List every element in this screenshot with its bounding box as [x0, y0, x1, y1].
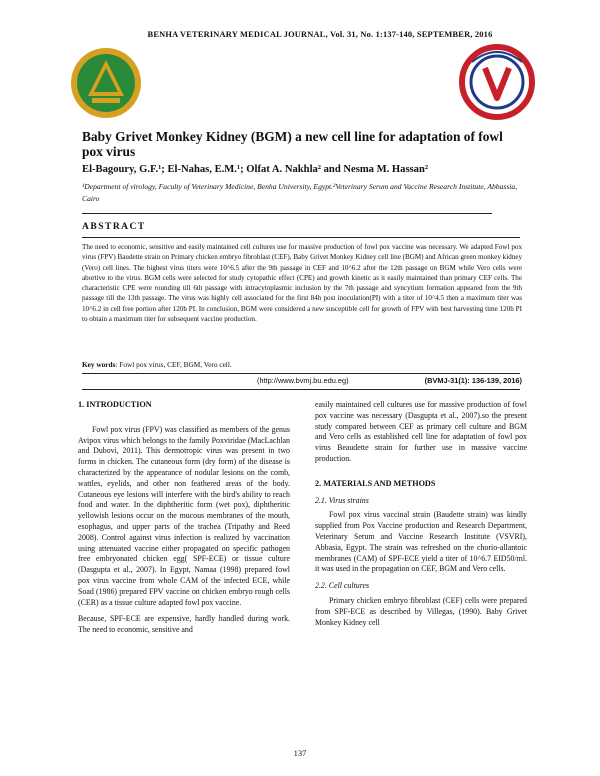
keywords-label: Key words [82, 360, 116, 369]
left-column [78, 400, 290, 642]
intro-paragraph-2: Because, SPF-ECE are expensive, hardly handled during work. The need to economic, sensitive and [78, 614, 290, 635]
faculty-vet-medicine-logo [458, 44, 536, 120]
benha-university-logo [68, 46, 144, 120]
journal-header: BENHA VETERINARY MEDICAL JOURNAL, Vol. 31, No. 1:137-140, SEPTEMBER, 2016 [147, 30, 493, 39]
virus-strains-paragraph: Fowl pox virus vaccinal strain (Baudette strain) was kindly supplied from Pox Vaccine production and Research Department, Veterinary Serum and Vaccine Research Institute (VSVRI), Abbasia, Egypt. The strain was refreshed on the chorio-allantoic membranes (CAM) of SPF-ECE yield a titer of 10^6.7 EID50/ml. it was used in the propagation on CEF, BGM and Vero cells. [315, 510, 527, 574]
methods-heading: 2. MATERIALS AND METHODS [315, 478, 436, 488]
divider [82, 389, 520, 390]
subsection-virus-strains: 2.1. Virus strains [315, 495, 369, 505]
subsection-cell-cultures: 2.2. Cell cultures [315, 581, 370, 591]
intro-paragraph: Fowl pox virus (FPV) was classified as members of the genus Avipox virus which belongs to the family Poxviridae (MacLachlan and Dubovi, 2011). This dermotropic virus was present in two forms in chicken. The cutaneous form (dry form) of the disease is characterized by the appearance of nodular lesions on the comb, wattles, eyelids, and other non feathered areas of the body. Cutaneous eye lesions will interfere with the bird's ability to reach food and water. In the diphtheritic form (wet pox), diphtheritic yellowish lesions occur on the mucous membranes of the mouth, esophagus, and upper parts of the trachea (Tripathy and Reed 2008). Control against virus infection is realized by vaccination using attenuated vaccine either propagated on specific pathogen free embryonated chicken egg( SPF-ECE) or tissue culture (Dasgupta et al., 2007). In Egypt, Namaa (1998) prepared fowl pox virus vaccine from whole CAM of the infected ECE, while Soad (1986) prepared FPV vaccine on chicken embryo rough cells (CER) as a tissue culture adapted fowl pox vaccine. [78, 424, 290, 607]
introduction-heading: 1. INTRODUCTION [78, 400, 152, 409]
intro-continuation: easily maintained cell cultures use for massive production of fowl pox vaccine was necessary (Dasgupta et al., 2007).so the present study compared between CEF as primary cell culture and BGM and Vero cells as established cell line for adaptation of fowl pox virus Beaudette strain for further use in massive vaccine production. [315, 400, 527, 463]
keywords [82, 360, 522, 369]
citation-ref: (BVMJ-31(1): 136-139, 2016) [424, 376, 522, 385]
abstract-text: The need to economic, sensitive and easily maintained cell cultures use for massive production of fowl pox vaccine was necessary. We adapted Fowl pox virus (FPV) Baudette strain on Primary chicken embryo fibroblast (CEF), Baby Grivet Monkey Kidney cell line (BGM) and African green monkey kidney (Vero) cell lines. The highest virus titers were 10^6.5 after the 9th passage in CEF and 10^6.2 after the 12th passage on BGM while Vero cells were abortive to the virus. BGM cells were selected for study cytopathic effect (CPE) and growth kinetic as it easily maintained than primary CEF cells. The characteristic CPE were rounding till 6th passage with intracytoplasmic inclusion by the 7th passage and syncytium formation appeared from the 9th passage till the 13th passage. The virus was highly cell associated for the first 84h post inoculation(PI) with a titer of 10^4.5 then a maximum titer was 10^6.2 in cell free portion after 120h PI. In conclusion, BGM were considered a new susceptible cell for growth of FPV with best harvesting time 120h PI to obtain a maximum titer for subsequent vaccine production. [82, 243, 522, 324]
affiliations: ¹Department of virology, Faculty of Veterinary Medicine, Benha University, Egypt.²Veterinary Serum and Vaccine Research Institute, Abbassia, Cairo [82, 182, 518, 203]
journal-url-link[interactable]: (http://www.bvmj.bu.edu.eg) [257, 376, 349, 385]
divider [82, 213, 492, 214]
author-list: El-Bagoury, G.F.¹; El-Nahas, E.M.¹; Olfat A. Nakhla² and Nesma M. Hassan² [82, 164, 429, 175]
right-column [315, 400, 527, 634]
cell-cultures-paragraph: Primary chicken embryo fibroblast (CEF) cells were prepared from SPF-ECE as described by Villegas, (1990). Baby Grivet Monkey Kidney cell [315, 595, 527, 627]
page-number: 137 [293, 748, 307, 758]
paper-title: Baby Grivet Monkey Kidney (BGM) a new cell line for adaptation of fowl pox virus [82, 129, 503, 159]
abstract-heading: ABSTRACT [82, 222, 146, 232]
keywords-text: : Fowl pox virus, CEF, BGM, Vero cell. [115, 360, 232, 369]
divider [82, 237, 520, 238]
divider [82, 373, 520, 374]
